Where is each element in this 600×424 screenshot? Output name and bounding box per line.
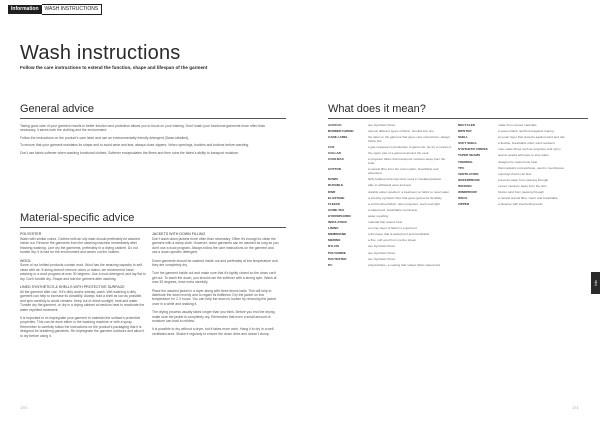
glossary-term: TAPED SEAMS bbox=[458, 153, 481, 158]
glossary-row bbox=[328, 136, 452, 144]
glossary-term: COTTON bbox=[328, 167, 342, 172]
glossary-row bbox=[328, 258, 452, 262]
glossary-term: ELASTANE bbox=[328, 195, 345, 200]
glossary-term: RECYCLED bbox=[458, 123, 476, 127]
glossary-row bbox=[458, 142, 582, 146]
material-advice-heading: Material-specific advice bbox=[20, 212, 135, 224]
glossary-row bbox=[458, 161, 582, 165]
general-advice-heading: General advice bbox=[20, 103, 94, 115]
glossary-row bbox=[458, 154, 582, 158]
glossary-term: SHELL bbox=[458, 135, 469, 140]
block-text: The drying process usually takes longer than you think. Before you end the drying, make sure the jacket is completely dry. Remember that even a small amount of moisture can lead to mildew. bbox=[152, 310, 276, 323]
glossary-definition: see Synthetic fibres bbox=[368, 123, 395, 127]
glossary-term: COLLAR bbox=[328, 151, 341, 156]
divider bbox=[20, 118, 286, 119]
glossary-row bbox=[458, 136, 582, 140]
glossary-term: SYNTHETIC FIBRES bbox=[458, 147, 488, 152]
glossary-term: LINING bbox=[328, 226, 339, 231]
block-text: Don't wash down jackets more often than necessary. Often it's enough to clean the garment with a damp cloth. However, down garments can be washed as long as you don't use a wool program. Always follow the care instructions on the garment and use a down-specific detergent. bbox=[152, 236, 279, 255]
glossary-term: WATERPROOF bbox=[458, 177, 480, 182]
glossary-term: GORE-TEX bbox=[328, 207, 345, 212]
glossary-term: DWR bbox=[328, 189, 336, 194]
glossary-term: ACRYLIC bbox=[328, 123, 342, 127]
glossary-row bbox=[458, 167, 582, 171]
block-text: Wash with similar colors. Clothes with an oily stain should preferably be washed inside out. Remove the garments from the washing machine immediately after finishing washing. Line dry the garments, preferably in a drying cabinet. Do not tumble dry, it is bad for the environment and wears out the clothes. bbox=[20, 236, 140, 255]
glossary-row bbox=[328, 152, 452, 156]
advice-block bbox=[152, 271, 280, 284]
advice-block bbox=[152, 232, 280, 255]
glossary-row bbox=[328, 191, 452, 195]
paragraph: Don't use fabric softener when washing functional clothes. Softener encapsulates the fibres and then ruins the fabric's ability to transport moisture. bbox=[20, 150, 239, 155]
glossary-definition: a natural fibre from the cotton plant; breathable and absorbent bbox=[368, 167, 439, 176]
glossary-row bbox=[328, 130, 452, 134]
glossary-row bbox=[458, 203, 582, 207]
glossary-term: WICKING bbox=[458, 183, 472, 188]
glossary-definition: a waterproof, breathable membrane bbox=[368, 207, 418, 212]
glossary-term: POLYAMIDE bbox=[328, 250, 346, 255]
page-number-left: 170 bbox=[20, 405, 27, 410]
glossary-term: RIPSTOP bbox=[458, 129, 472, 134]
glossary-row bbox=[328, 124, 452, 128]
advice-block bbox=[152, 327, 280, 336]
glossary-definition: thermoplastic polyurethane; used in membranes bbox=[498, 165, 565, 170]
glossary-definition: material that retains heat bbox=[368, 220, 403, 225]
glossary-row bbox=[458, 179, 582, 183]
glossary-term: INSULATION bbox=[328, 220, 347, 225]
material-advice-left bbox=[20, 232, 146, 342]
glossary-definition: moves moisture away from the skin bbox=[498, 183, 547, 188]
material-advice-right bbox=[152, 232, 280, 340]
glossary-row bbox=[328, 158, 452, 166]
glossary-term: MEMBRANE bbox=[328, 232, 347, 237]
glossary-row bbox=[328, 168, 452, 176]
breadcrumb bbox=[8, 4, 102, 14]
glossary-definition: polyurethane: a coating that makes fabric waterproof bbox=[368, 262, 441, 267]
glossary-definition: an outer layer that protects against wind and rain bbox=[498, 135, 565, 140]
advice-block bbox=[20, 259, 146, 282]
side-tab-label: Info bbox=[593, 280, 598, 286]
paragraph: Taking good care of your garment results in better function and protection allows you to focus on your training. Don't wash your functional garments more often than necessary, it saves both the clothing and the environment. bbox=[20, 124, 266, 133]
block-title: JACKETS WITH DOWN FILLING bbox=[152, 232, 206, 236]
glossary-row bbox=[328, 178, 452, 182]
glossary-row bbox=[328, 227, 452, 231]
section-tag: Information bbox=[8, 5, 42, 14]
glossary-definition: see Synthetic fibres bbox=[368, 256, 395, 261]
glossary-definition: a soft brushed fabric; often polyester; warm and light bbox=[368, 201, 440, 206]
block-text: All the garment after use. If it's dirty and/or sweaty, wash. Wet washing a dirty garment can help to increase its durability. Always hold a shell as low as possible, and spin carefully to avoid creases. Keep out of direct sunlight, heat and water. Tumble dry the garment, or dry in a drying cabinet at medium heat to reactivate the water repellent treatment. bbox=[20, 289, 145, 312]
glossary-definition: designed to retain body heat bbox=[498, 159, 538, 164]
page-number-right: 171 bbox=[572, 405, 579, 410]
glossary-definition: a woven fabric reinforced against tearing bbox=[498, 129, 554, 134]
glossary-row bbox=[328, 221, 452, 225]
divider bbox=[20, 227, 286, 228]
glossary-definition: the label on the garment that gives care instructions; always follow this bbox=[368, 135, 451, 144]
glossary-row bbox=[328, 239, 452, 243]
glossary-term: POLYESTER bbox=[328, 256, 347, 261]
glossary-definition: water repelling bbox=[368, 213, 389, 218]
glossary-definition: a stretchy synthetic fibre that gives garments flexibility bbox=[368, 195, 442, 200]
glossary-column-1 bbox=[328, 124, 452, 270]
glossary-row bbox=[328, 203, 452, 207]
advice-block bbox=[152, 310, 280, 323]
glossary-term: WINDPROOF bbox=[458, 190, 478, 195]
glossary-term: HYDROPHOBIC bbox=[328, 213, 352, 218]
glossary-definition: a flexible, breathable shell; wind-resistant bbox=[498, 141, 555, 146]
glossary-definition: the upper part of a garment around the neck bbox=[368, 151, 429, 156]
glossary-term: BONDED FABRIC bbox=[328, 129, 354, 134]
glossary-definition: see Synthetic fibres bbox=[368, 250, 395, 255]
glossary-term: MERINO bbox=[328, 238, 341, 243]
glossary-row bbox=[328, 252, 452, 256]
glossary-row bbox=[458, 191, 582, 195]
paragraph: Follow the instructions on the product's care label and use an environmentally friendly detergent (Swan-labelled). bbox=[20, 135, 190, 140]
block-text: Some of our knitted products contain wool. Wool has the amazing capacity to self-clean with air. If airing doesn't remove odors or stains, we recommend hand-washing or a wool program at max 30 degrees. Use a wool detergent, and lay flat to dry. Don't tumble dry. Shape and fold the garment after washing. bbox=[20, 263, 146, 281]
advice-block bbox=[20, 232, 146, 255]
advice-block bbox=[152, 289, 280, 307]
glossary-definition: man-made fibres such as polyester and nylon bbox=[498, 147, 561, 152]
glossary-row bbox=[458, 130, 582, 134]
glossary-term: CO2 bbox=[328, 145, 335, 150]
block-title: POLYESTER bbox=[20, 232, 42, 236]
glossary-row bbox=[328, 184, 452, 188]
glossary-definition: durable water repellent: a treatment on fabric to repel water bbox=[368, 189, 450, 194]
glossary-term: DURABLE bbox=[328, 183, 344, 188]
glossary-definition: made from reused materials bbox=[498, 123, 537, 127]
glossary-column-2 bbox=[458, 124, 582, 209]
advice-block bbox=[152, 259, 280, 268]
page-subtitle: Follow the care instructions to extend the function, shape and lifespan of the garment bbox=[20, 65, 208, 70]
glossary-term: SOFT SHELL bbox=[458, 141, 478, 146]
glossary-definition: blocks wind from passing through bbox=[498, 190, 544, 195]
block-text: Down garments should be washed inside out and preferably at low temperature and they are completely dry. bbox=[152, 258, 278, 267]
glossary-row bbox=[458, 197, 582, 201]
glossary-term: FLEECE bbox=[328, 201, 341, 206]
glossary-term: NYLON bbox=[328, 244, 339, 249]
glossary-row bbox=[328, 264, 452, 268]
glossary-term: TPU bbox=[458, 165, 465, 170]
glossary-definition: a fine, soft wool from merino sheep bbox=[368, 238, 417, 243]
glossary-term: CARE LABEL bbox=[328, 135, 348, 140]
glossary-row bbox=[328, 146, 452, 150]
glossary-definition: able to withstand wear and tear bbox=[368, 183, 411, 188]
glossary-row bbox=[328, 215, 452, 219]
glossary-definition: various different types of fabric, bonded into one bbox=[368, 129, 434, 134]
glossary-row bbox=[328, 245, 452, 249]
glossary-row bbox=[458, 124, 582, 128]
glossary-row bbox=[458, 148, 582, 152]
glossary-definition: a natural animal fibre; warm and breathable bbox=[498, 196, 558, 201]
advice-block bbox=[20, 316, 146, 338]
block-text: It is important to re-impregnate your garment to maintain the surface's protective properties. This can be done either in the washing machine or with a spray. Remember to carefully follow the instructions on the product's packaging that it is designed for breathing garments. Re-impregnate the garment outdoors and allow it to dry before using it. bbox=[20, 316, 145, 338]
glossary-definition: an inner layer of fabric in a garment bbox=[368, 226, 417, 231]
glossary-heading: What does it mean? bbox=[328, 103, 426, 115]
glossary-definition: seams sealed with tape to stop water bbox=[498, 153, 549, 158]
block-text: Turn the garment inside out and make sure that it's tightly closed so the down can't get out. To wash the down, you should use the softener with a strong spin. Wash at max 30 degrees, rinse extra carefully. bbox=[152, 271, 277, 285]
glossary-term: THERMAL bbox=[458, 159, 474, 164]
block-text: It is possible to dry without a dryer, but it takes more work. Hang it to dry in a well-ventilated area. Shake it regularly to ensure the down dries and doesn't clump. bbox=[152, 327, 275, 336]
glossary-definition: see Synthetic fibres bbox=[368, 244, 395, 249]
glossary-definition: a thin layer that is waterproof and breathable bbox=[368, 232, 430, 237]
glossary-definition: a gas released on production of garments; we try to reduce it bbox=[368, 145, 452, 150]
subsection-tag: WASH INSTRUCTIONS bbox=[42, 4, 103, 15]
glossary-definition: a polyester fabric that transports moisture away from the body bbox=[368, 157, 446, 166]
glossary-row bbox=[328, 209, 452, 213]
glossary-definition: prevents water from passing through bbox=[498, 177, 549, 182]
glossary-term: COOLMAX bbox=[328, 157, 344, 162]
glossary-definition: fluffy feathers that trap heat; used in insulated jackets bbox=[368, 177, 442, 182]
glossary-definition: openings that let air flow bbox=[498, 171, 532, 176]
glossary-term: PU bbox=[328, 262, 333, 267]
glossary-term: ZIPPER bbox=[458, 202, 470, 207]
general-advice-body bbox=[20, 124, 270, 158]
block-title: LINED SYNTHETICS & SHELLS WITH PROTECTIVE SURFACE bbox=[20, 285, 125, 290]
glossary-row bbox=[328, 197, 452, 201]
divider bbox=[328, 118, 588, 119]
glossary-term: DOWN bbox=[328, 177, 338, 182]
advice-block bbox=[20, 285, 146, 312]
block-text: Place the washed jacket in a dryer along with three tennis balls. This will help to distribute the down evenly and to regain its fluffiness. Dry the jacket on low temperature for 2-3 hours. You can help the down to loosen by removing the jacket once in a while and shaking it. bbox=[152, 288, 277, 306]
glossary-definition: a fastener with interlocking teeth bbox=[498, 202, 543, 207]
glossary-term: WOOL bbox=[458, 196, 468, 201]
paragraph: To ensure that your garment maintains its shape and to avoid wear and tear, always close zippers, Velcro openings, buckles and buttons before washing. bbox=[20, 143, 250, 148]
glossary-row bbox=[458, 185, 582, 189]
page-title: Wash instructions bbox=[20, 42, 181, 64]
block-title: WOOL bbox=[20, 258, 31, 263]
glossary-row bbox=[458, 173, 582, 177]
side-tab[interactable] bbox=[591, 272, 600, 294]
glossary-term: VENTILATION bbox=[458, 171, 479, 176]
glossary-row bbox=[328, 233, 452, 237]
